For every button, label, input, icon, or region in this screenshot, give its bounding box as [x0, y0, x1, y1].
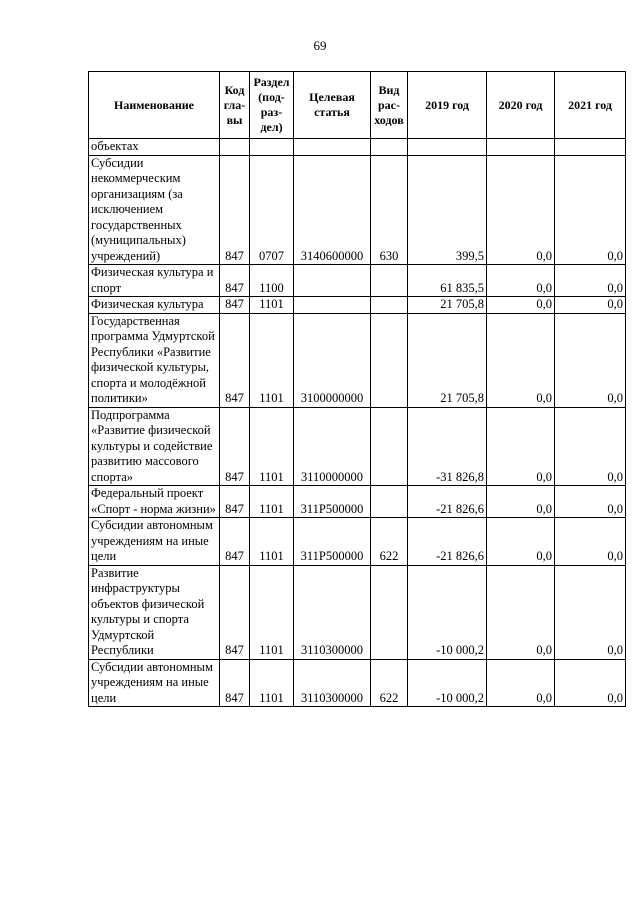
row-code: 847 — [220, 297, 250, 314]
row-section: 0707 — [250, 155, 294, 265]
row-2020: 0,0 — [487, 313, 555, 407]
table-row — [89, 565, 626, 659]
row-name: Физическая культура — [89, 297, 220, 314]
row-2021: 0,0 — [555, 565, 626, 659]
row-2021: 0,0 — [555, 155, 626, 265]
table-row — [89, 407, 626, 486]
row-name: Федеральный проект «Спорт - норма жизни» — [89, 486, 220, 518]
row-2021: 0,0 — [555, 486, 626, 518]
row-2020: 0,0 — [487, 155, 555, 265]
row-section: 1101 — [250, 297, 294, 314]
row-name: Государственная программа Удмуртской Республики «Развитие физической культуры, спорта и молодёжной политики» — [89, 313, 220, 407]
row-2020: 0,0 — [487, 659, 555, 707]
row-type — [371, 139, 408, 156]
row-target: 311P500000 — [294, 518, 371, 566]
header-code: Код гла- вы — [220, 72, 250, 139]
row-target — [294, 297, 371, 314]
row-type — [371, 265, 408, 297]
header-2021: 2021 год — [555, 72, 626, 139]
row-section: 1101 — [250, 659, 294, 707]
row-code: 847 — [220, 155, 250, 265]
page-number: 69 — [313, 38, 327, 53]
row-target: 3140600000 — [294, 155, 371, 265]
row-type — [371, 486, 408, 518]
row-2019: 21 705,8 — [408, 297, 487, 314]
row-code: 847 — [220, 407, 250, 486]
row-target: 3100000000 — [294, 313, 371, 407]
row-2021: 0,0 — [555, 265, 626, 297]
row-2021: 0,0 — [555, 297, 626, 314]
header-type: Вид рас- ходов — [371, 72, 408, 139]
header-2019: 2019 год — [408, 72, 487, 139]
header-section: Раздел (под- раз- дел) — [250, 72, 294, 139]
table-row — [89, 486, 626, 518]
table-row — [89, 265, 626, 297]
row-2019: 399,5 — [408, 155, 487, 265]
row-2019: -21 826,6 — [408, 486, 487, 518]
row-2019: -10 000,2 — [408, 659, 487, 707]
row-type — [371, 407, 408, 486]
row-type — [371, 565, 408, 659]
row-2021 — [555, 139, 626, 156]
row-2021: 0,0 — [555, 313, 626, 407]
row-type: 622 — [371, 518, 408, 566]
row-section: 1101 — [250, 313, 294, 407]
table-row — [89, 139, 626, 156]
row-target — [294, 139, 371, 156]
row-2020: 0,0 — [487, 265, 555, 297]
row-2020: 0,0 — [487, 518, 555, 566]
budget-table — [88, 71, 626, 707]
row-code — [220, 139, 250, 156]
table-row — [89, 659, 626, 707]
row-2019 — [408, 139, 487, 156]
table-row — [89, 518, 626, 566]
row-section: 1101 — [250, 407, 294, 486]
row-2019: 61 835,5 — [408, 265, 487, 297]
row-section: 1101 — [250, 565, 294, 659]
row-name: объектах — [89, 139, 220, 156]
row-type — [371, 297, 408, 314]
row-2021: 0,0 — [555, 659, 626, 707]
header-target: Целевая статья — [294, 72, 371, 139]
row-code: 847 — [220, 313, 250, 407]
row-2020: 0,0 — [487, 565, 555, 659]
row-target: 3110300000 — [294, 659, 371, 707]
row-section: 1100 — [250, 265, 294, 297]
row-type — [371, 313, 408, 407]
table-row — [89, 313, 626, 407]
header-2020: 2020 год — [487, 72, 555, 139]
row-code: 847 — [220, 265, 250, 297]
row-2019: -21 826,6 — [408, 518, 487, 566]
row-2021: 0,0 — [555, 407, 626, 486]
row-code: 847 — [220, 486, 250, 518]
row-target: 3110000000 — [294, 407, 371, 486]
row-code: 847 — [220, 659, 250, 707]
row-2020: 0,0 — [487, 407, 555, 486]
row-2020: 0,0 — [487, 297, 555, 314]
row-name: Физическая культура и спорт — [89, 265, 220, 297]
row-2019: 21 705,8 — [408, 313, 487, 407]
row-code: 847 — [220, 565, 250, 659]
row-2019: -31 826,8 — [408, 407, 487, 486]
row-section — [250, 139, 294, 156]
row-2020 — [487, 139, 555, 156]
table-header-row — [89, 72, 626, 139]
row-target — [294, 265, 371, 297]
row-name: Субсидии автономным учреждениям на иные цели — [89, 518, 220, 566]
row-2020: 0,0 — [487, 486, 555, 518]
row-name: Подпрограмма «Развитие физической культуры и содействие развитию массового спорта» — [89, 407, 220, 486]
row-section: 1101 — [250, 486, 294, 518]
row-code: 847 — [220, 518, 250, 566]
row-section: 1101 — [250, 518, 294, 566]
header-name: Наименование — [89, 72, 220, 139]
row-2019: -10 000,2 — [408, 565, 487, 659]
table-row — [89, 297, 626, 314]
table-row — [89, 155, 626, 265]
row-name: Развитие инфраструктуры объектов физической культуры и спорта Удмуртской Республики — [89, 565, 220, 659]
table-body — [89, 139, 626, 707]
row-name: Субсидии автономным учреждениям на иные цели — [89, 659, 220, 707]
row-target: 311P500000 — [294, 486, 371, 518]
row-name: Субсидии некоммерческим организациям (за исключением государственных (муниципальных) учреждений) — [89, 155, 220, 265]
row-type: 622 — [371, 659, 408, 707]
row-2021: 0,0 — [555, 518, 626, 566]
row-target: 3110300000 — [294, 565, 371, 659]
row-type: 630 — [371, 155, 408, 265]
